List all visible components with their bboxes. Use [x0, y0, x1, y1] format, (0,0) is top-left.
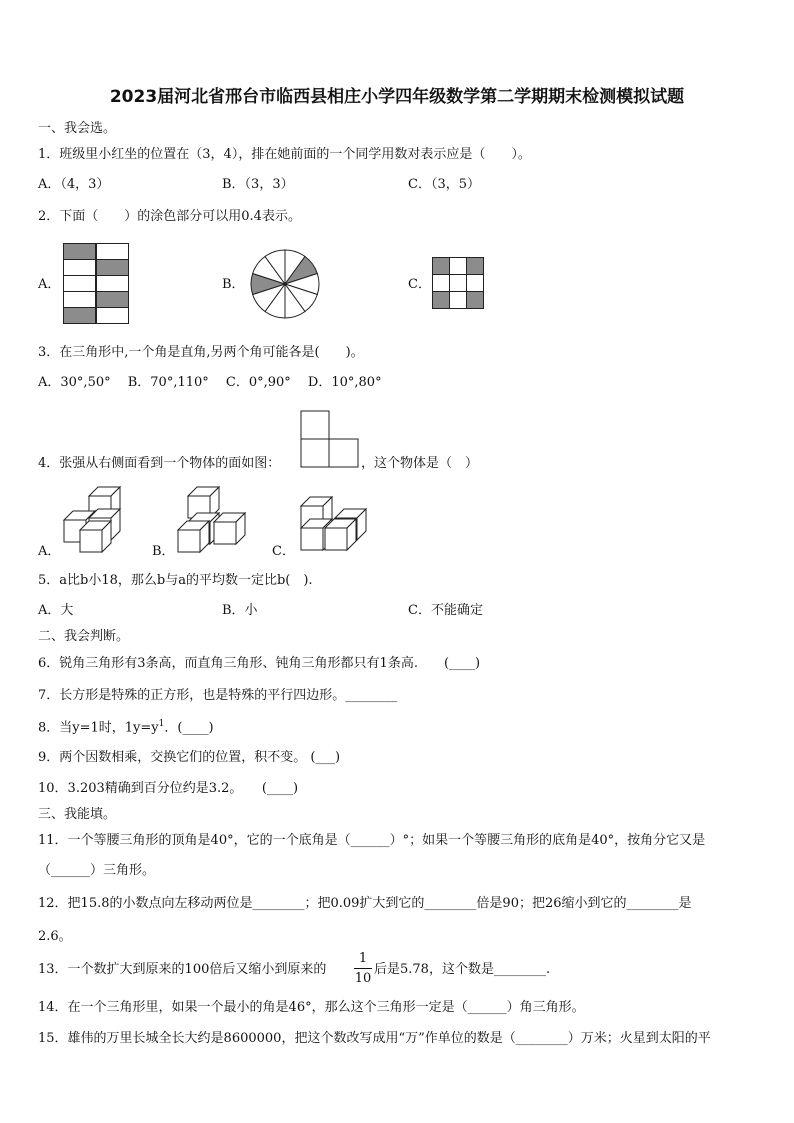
question-8-text-end: ．(____)	[164, 720, 214, 736]
question-15: 15．雄伟的万里长城全长大约是8600000，把这个数改写成用“万”作单位的数是（________）万米；火星到太阳的平	[38, 1031, 711, 1046]
question-2-option-b: B．	[222, 277, 245, 292]
question-5-text: 5．a比b小18，那么b与a的平均数一定比b( ).	[38, 573, 313, 588]
section-heading-choose: 一、我会选。	[38, 121, 117, 136]
unit-cube	[214, 513, 245, 544]
section-heading-fill: 三、我能填。	[38, 807, 117, 822]
question-5-option-c: C．不能确定	[408, 603, 483, 618]
question-2-text: 2．下面（ ）的涂色部分可以用0.4表示。	[38, 209, 301, 224]
section-heading-judge: 二、我会判断。	[38, 629, 130, 644]
figure-4b-cubes	[176, 486, 246, 556]
question-1-option-c: C．（3，5）	[408, 177, 480, 192]
question-3-options: A．30°,50° B．70°,110° C．0°,90° D．10°,80°	[38, 375, 382, 390]
question-11-line-2: （______）三角形。	[38, 863, 156, 878]
figure-2b-circle	[250, 249, 320, 319]
question-3-text: 3．在三角形中,一个角是直角,另两个角可能各是( )。	[38, 345, 364, 360]
page-title: 2023届河北省邢台市临西县相庄小学四年级数学第二学期期末检测模拟试题	[109, 87, 685, 107]
figure-4a-cubes	[62, 486, 126, 556]
question-1-option-b: B．（3，3）	[222, 177, 294, 192]
question-12-line-1: 12．把15.8的小数点向左移动两位是________；把0.09扩大到它的________倍是90；把26缩小到它的________是	[38, 896, 692, 911]
question-5-option-a: A．大	[38, 603, 74, 618]
question-13-text-end: 后是5.78，这个数是________.	[374, 962, 551, 977]
question-14: 14．在一个三角形里，如果一个最小的角是46°，那么这个三角形一定是（______）角三角形。	[38, 1000, 585, 1015]
question-2-option-a: A．	[38, 277, 61, 292]
fraction-bar	[354, 968, 372, 969]
question-13-fraction	[354, 952, 372, 985]
question-6: 6．锐角三角形有3条高，而直角三角形、钝角三角形都只有1条高. (____)	[38, 656, 481, 671]
question-4-option-a: A．	[38, 544, 61, 559]
question-4-text-end: ，这个物体是（ ）	[361, 456, 479, 471]
question-10: 10．3.203精确到百分位约是3.2。 (____)	[38, 781, 299, 796]
question-9: 9．两个因数相乘，交换它们的位置，积不变。 (___)	[38, 750, 341, 765]
fraction-numerator: 1	[358, 951, 368, 966]
fraction-denominator: 10	[354, 971, 372, 986]
question-13-text: 13．一个数扩大到原来的100倍后又缩小到原来的	[38, 962, 327, 977]
question-4-option-b: B．	[152, 544, 175, 559]
question-8-superscript: 1	[158, 719, 165, 729]
question-8	[38, 720, 214, 734]
figure-2c-grid	[432, 257, 484, 309]
question-12-line-2: 2.6。	[38, 929, 72, 944]
unit-cube	[178, 521, 209, 552]
figure-4c-cubes	[298, 494, 370, 556]
figure-4-side-view	[300, 410, 360, 468]
unit-cube	[80, 521, 111, 552]
question-11-line-1: 11．一个等腰三角形的顶角是40°，它的一个底角是（______）°；如果一个等腰三角形的底角是40°，按角分它又是	[38, 833, 706, 848]
question-4-option-c: C．	[272, 544, 295, 559]
question-4-text: 4．张强从右侧面看到一个物体的面如图：	[38, 456, 281, 471]
question-7: 7．长方形是特殊的正方形，也是特殊的平行四边形。________	[38, 688, 398, 703]
question-5-option-b: B．小	[222, 603, 258, 618]
question-8-text: 8．当y=1时，1y=y	[38, 720, 159, 736]
question-1-text: 1．班级里小红坐的位置在（3，4），排在她前面的一个同学用数对表示应是（ ）。	[38, 147, 531, 162]
question-2-option-c: C．	[408, 277, 431, 292]
unit-cube	[325, 519, 356, 550]
question-1-option-a: A．（4，3）	[38, 177, 110, 192]
figure-2a-grid	[63, 243, 129, 325]
